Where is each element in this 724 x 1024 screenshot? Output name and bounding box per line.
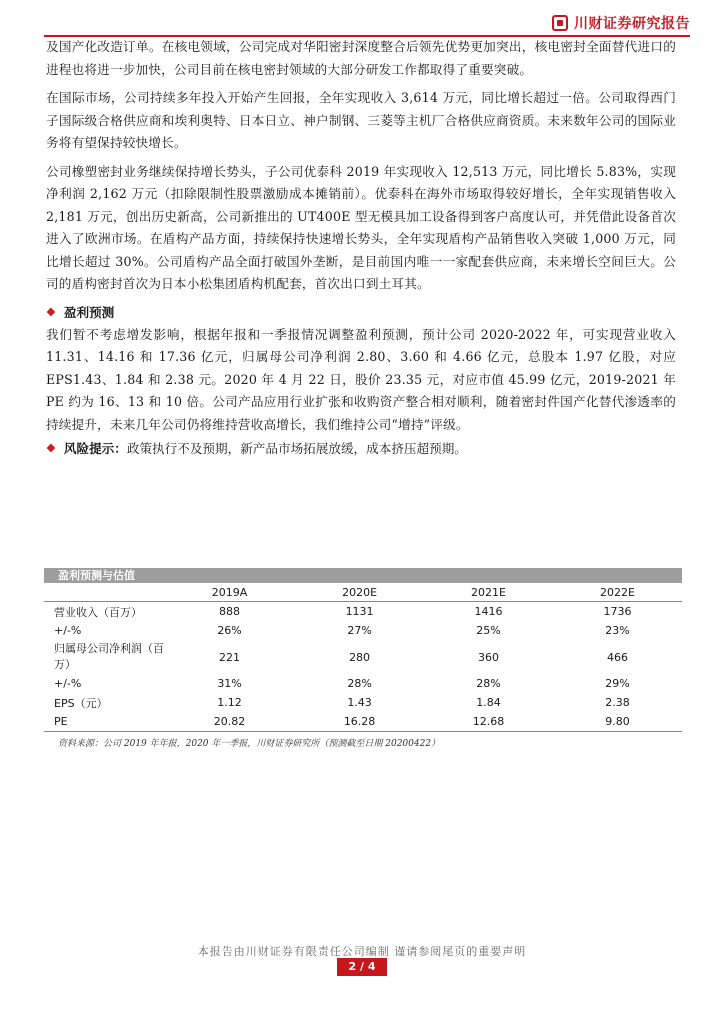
- page-number: 2 / 4: [337, 958, 387, 976]
- risk-label: 风险提示：: [63, 441, 127, 456]
- forecast-heading: [46, 302, 676, 324]
- table-cell: 888: [219, 605, 241, 618]
- table-cell: 28%: [347, 677, 372, 690]
- table-row: [44, 712, 682, 732]
- table-cell: 466: [607, 650, 628, 664]
- row-label: 营业收入（百万）: [54, 605, 142, 619]
- table-row: [44, 602, 682, 622]
- table-cell: 9.80: [553, 712, 682, 732]
- table-cell: 23%: [605, 624, 630, 637]
- table-cell: 16.28: [295, 712, 424, 732]
- forecast-table: [44, 583, 682, 732]
- table-cell: 1.84: [476, 696, 501, 709]
- table-cell: 28%: [476, 677, 501, 690]
- diamond-bullet-icon: ❖: [46, 305, 56, 319]
- forecast-heading-text: 盈利预测: [63, 304, 115, 320]
- table-cell: 20.82: [164, 712, 295, 732]
- table-cell: 360: [478, 650, 500, 664]
- column-header: 2022E: [553, 583, 682, 602]
- table-source-note: 资料来源：公司 2019 年年报，2020 年一季报，川财证券研究所（预测截至日期 20200422）: [58, 739, 441, 749]
- table-row: [44, 674, 682, 693]
- table-cell: 25%: [476, 624, 501, 637]
- paragraph-international: 在国际市场，公司持续多年投入开始产生回报，全年实现收入 3,614 万元，同比增长超过一倍。公司取得西门子国际级合格供应商和埃利奥特、日本日立、神户制钢、三菱等主机厂合格供应商资质。未来数年公司的国际业务将有望保持较快增长。: [46, 90, 676, 150]
- diamond-bullet-icon: ❖: [46, 442, 56, 455]
- risk-line: [46, 438, 676, 460]
- table-row: [44, 621, 682, 640]
- table-cell: 221: [219, 650, 241, 664]
- brand-header: [552, 13, 690, 33]
- table-cell: 29%: [605, 677, 630, 690]
- table-title: 盈利预测与估值: [44, 568, 682, 583]
- table-cell: 1736: [603, 605, 632, 618]
- table-cell: 1131: [345, 605, 374, 618]
- table-row: [44, 693, 682, 712]
- column-header: 2021E: [424, 583, 553, 602]
- forecast-paragraph: 我们暂不考虑增发影响，根据年报和一季报情况调整盈利预测，预计公司 2020-2022 年，可实现营业收入 11.31、14.16 和 17.36 亿元，归属母公司净利润 2.80、3.60 和 4.66 亿元，总股本 1.97 亿股，对应 EPS1.43、1.84 和 2.38 元。2020 年 4 月 22 日，股价 23.35 元，对应市值 45.99 亿元，2019-2021 年 PE 约为 16、13 和 10 倍。公司产品应用行业扩张和收购资产整合相对顺利，随着密封件国产化替代渗透率的持续提升，未来几年公司仍将维持营收高增长，我们维持公司“增持”评级。: [46, 326, 676, 432]
- row-label: PE: [44, 712, 164, 732]
- brand-title: 川财证券研究报告: [574, 16, 690, 32]
- footer-disclaimer: 本报告由川财证券有限责任公司编制 谨请参阅尾页的重要声明: [197, 945, 527, 958]
- brand-logo-icon: [552, 15, 568, 31]
- report-body: [46, 36, 676, 460]
- row-label: EPS（元）: [54, 696, 108, 710]
- paragraph-nuclear: 及国产化改造订单。在核电领域，公司完成对华阳密封深度整合后领先优势更加突出，核电密封全面替代进口的进程也将进一步加快，公司目前在核电密封领域的大部分研发工作都取得了重要突破。: [46, 39, 676, 77]
- column-header: 2019A: [164, 583, 295, 602]
- row-label: +/-%: [54, 624, 82, 637]
- table-cell: 12.68: [424, 712, 553, 732]
- table-cell: 31%: [217, 677, 242, 690]
- table-cell: 2.38: [605, 696, 630, 709]
- risk-text: 政策执行不及预期，新产品市场拓展放缓，成本挤压超预期。: [126, 441, 467, 456]
- table-cell: 1416: [474, 605, 503, 618]
- table-cell: 26%: [217, 624, 242, 637]
- column-header: 2020E: [295, 583, 424, 602]
- table-cell: 1.12: [217, 696, 242, 709]
- table-cell: 27%: [347, 624, 372, 637]
- row-label: +/-%: [54, 677, 82, 690]
- row-label: 归属母公司净利润（百万）: [54, 642, 164, 671]
- forecast-table-section: [44, 568, 682, 749]
- paragraph-rubber-seal: 公司橡塑密封业务继续保持增长势头，子公司优泰科 2019 年实现收入 12,513 万元，同比增长 5.83%，实现净利润 2,162 万元（扣除限制性股票激励成本摊销前）。优泰科在海外市场取得较好增长，全年实现销售收入 2,181 万元，创出历史新高，公司新推出的 UT400E 型无模具加工设备得到客户高度认可，并凭借此设备首次进入了欧洲市场。在盾构产品方面，持续保持快速增长势头，全年实现盾构产品销售收入突破 1,000 万元，同比增长超过 30%。公司盾构产品全面打破国外垄断，是目前国内唯一一家配套供应商，未来增长空间巨大。公司的盾构密封首次为日本小松集团盾构机配套，首次出口到土耳其。: [46, 163, 676, 291]
- table-header-row: [44, 583, 682, 602]
- table-cell: 1.43: [347, 696, 372, 709]
- column-header: [44, 583, 164, 602]
- table-cell: 280: [349, 650, 371, 664]
- table-row: [44, 640, 682, 674]
